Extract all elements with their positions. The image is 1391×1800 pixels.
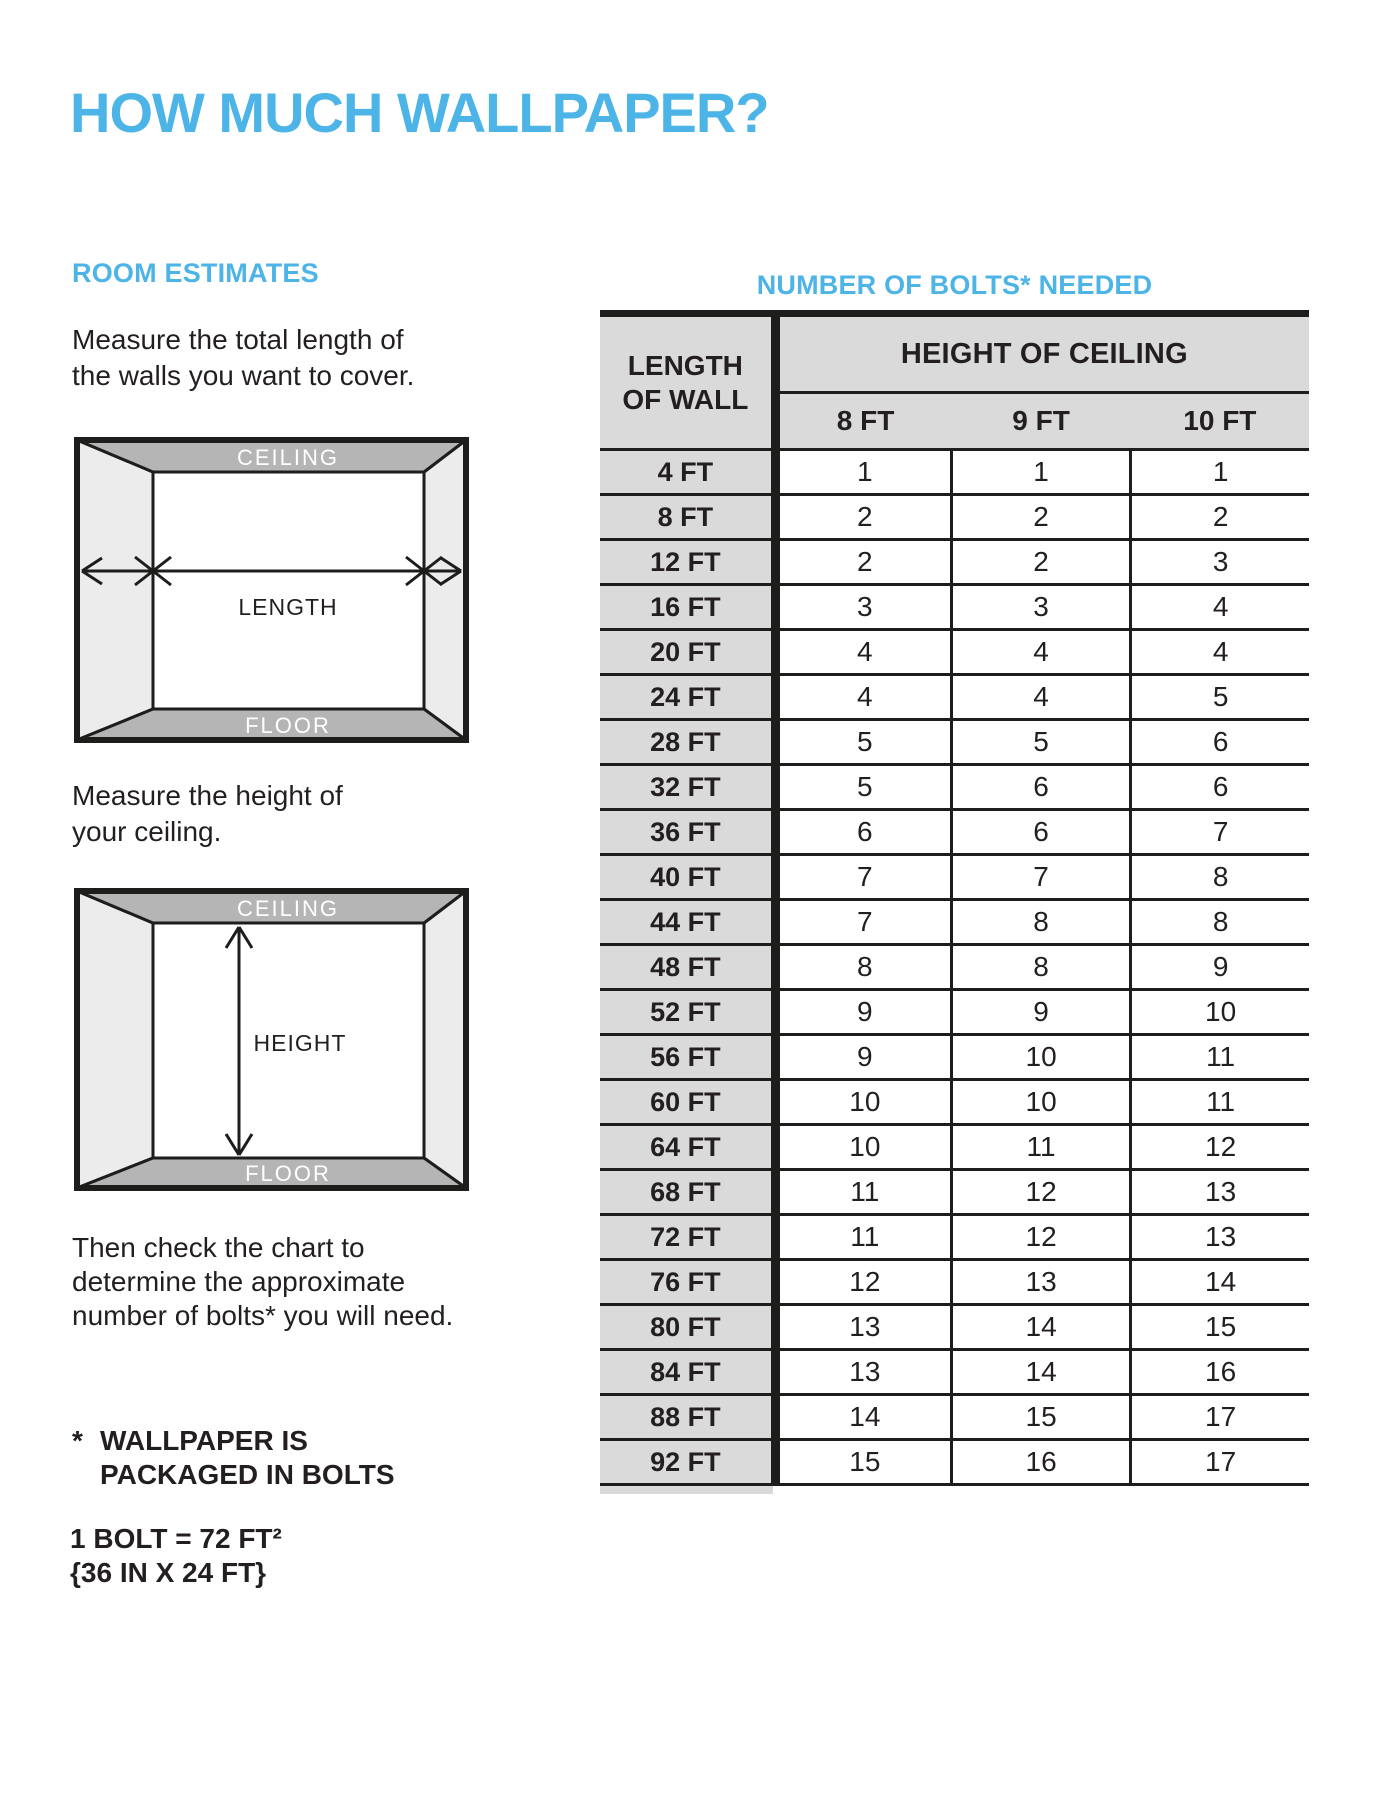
bolt-count-cell: 10 — [775, 1125, 951, 1170]
wall-length-label: 56 FT — [600, 1035, 775, 1080]
table-row — [600, 675, 1309, 720]
header-line: OF WALL — [622, 383, 749, 415]
instruction-line: Measure the height of — [72, 780, 343, 811]
bolt-count-cell: 12 — [775, 1260, 951, 1305]
bolt-count-cell: 9 — [951, 990, 1130, 1035]
table-row — [600, 945, 1309, 990]
bolt-count-cell: 12 — [951, 1170, 1130, 1215]
ceiling-label: CEILING — [236, 445, 340, 470]
bolt-count-cell: 4 — [1131, 585, 1309, 630]
bolt-count-cell: 2 — [775, 540, 951, 585]
bolt-count-cell: 11 — [951, 1125, 1130, 1170]
bolt-count-cell: 5 — [951, 720, 1130, 765]
table-row — [600, 1035, 1309, 1080]
bolt-count-cell: 5 — [775, 765, 951, 810]
table-row — [600, 990, 1309, 1035]
bolt-count-cell: 8 — [775, 945, 951, 990]
bolt-count-cell: 6 — [1131, 720, 1309, 765]
table-row — [600, 1350, 1309, 1395]
bolt-count-cell: 7 — [775, 855, 951, 900]
wall-length-label: 44 FT — [600, 900, 775, 945]
table-row — [600, 1170, 1309, 1215]
wall-length-label: 20 FT — [600, 630, 775, 675]
bolt-count-cell: 14 — [951, 1305, 1130, 1350]
instruction-line: the walls you want to cover. — [72, 360, 415, 391]
bolt-count-cell: 10 — [951, 1035, 1130, 1080]
footnote-line: PACKAGED IN BOLTS — [100, 1459, 395, 1490]
bolt-count-cell: 15 — [951, 1395, 1130, 1440]
bolt-count-cell: 14 — [1131, 1260, 1309, 1305]
table-row — [600, 765, 1309, 810]
bolt-count-cell: 17 — [1131, 1395, 1309, 1440]
table-row — [600, 1125, 1309, 1170]
table-row — [600, 1080, 1309, 1125]
table-row — [600, 585, 1309, 630]
wall-length-label: 68 FT — [600, 1170, 775, 1215]
back-wall-face — [153, 472, 424, 709]
wall-length-label: 84 FT — [600, 1350, 775, 1395]
ceiling-label: CEILING — [236, 896, 340, 921]
bolt-count-cell: 13 — [1131, 1170, 1309, 1215]
bolt-count-cell: 4 — [1131, 630, 1309, 675]
table-row — [600, 855, 1309, 900]
wall-length-label: 40 FT — [600, 855, 775, 900]
bolt-count-cell: 5 — [775, 720, 951, 765]
bolt-count-cell: 5 — [1131, 675, 1309, 720]
wallpaper-bolts-footnote — [72, 1424, 395, 1492]
table-header — [600, 314, 1309, 450]
bolt-count-cell: 3 — [775, 585, 951, 630]
bolt-count-cell: 3 — [951, 585, 1130, 630]
instruction-line: Measure the total length of — [72, 324, 404, 355]
instruction-measure-length — [72, 322, 414, 394]
room-length-diagram — [74, 437, 469, 743]
footnote-line: WALLPAPER IS — [100, 1425, 308, 1456]
height-of-ceiling-header: HEIGHT OF CEILING — [775, 314, 1309, 393]
instruction-check-chart — [72, 1231, 453, 1333]
table-row — [600, 1215, 1309, 1260]
wall-length-label: 8 FT — [600, 495, 775, 540]
bolt-count-cell: 2 — [951, 540, 1130, 585]
table-row — [600, 900, 1309, 945]
bolt-count-cell: 2 — [775, 495, 951, 540]
bolt-count-cell: 16 — [1131, 1350, 1309, 1395]
wall-length-label: 28 FT — [600, 720, 775, 765]
wall-length-label: 36 FT — [600, 810, 775, 855]
bolt-count-cell: 17 — [1131, 1440, 1309, 1485]
bolt-count-cell: 13 — [1131, 1215, 1309, 1260]
bolt-count-cell: 6 — [951, 810, 1130, 855]
wall-length-label: 12 FT — [600, 540, 775, 585]
bolt-count-cell: 15 — [775, 1440, 951, 1485]
header-line: LENGTH — [627, 349, 743, 381]
bolt-count-cell: 16 — [951, 1440, 1130, 1485]
table-row — [600, 450, 1309, 495]
instruction-measure-height — [72, 778, 343, 850]
table-row — [600, 540, 1309, 585]
table-row — [600, 1395, 1309, 1440]
column-header-10ft: 10 FT — [1131, 393, 1309, 450]
wall-length-label: 16 FT — [600, 585, 775, 630]
bolt-count-cell: 8 — [1131, 900, 1309, 945]
bolt-count-cell: 7 — [1131, 810, 1309, 855]
left-wall-face — [77, 891, 153, 1188]
table-row — [600, 1305, 1309, 1350]
table-row — [600, 720, 1309, 765]
bolt-count-cell: 4 — [775, 630, 951, 675]
bolt-count-cell: 6 — [775, 810, 951, 855]
bolt-count-cell: 8 — [951, 900, 1130, 945]
wall-length-label: 76 FT — [600, 1260, 775, 1305]
bolt-count-cell: 11 — [775, 1215, 951, 1260]
bolt-count-cell: 11 — [1131, 1080, 1309, 1125]
instruction-line: your ceiling. — [72, 816, 222, 847]
bolts-needed-heading: NUMBER OF BOLTS* NEEDED — [756, 270, 1153, 300]
wall-length-label: 32 FT — [600, 765, 775, 810]
wall-length-label: 88 FT — [600, 1395, 775, 1440]
bolt-count-cell: 4 — [951, 630, 1130, 675]
table-row — [600, 630, 1309, 675]
bolt-count-cell: 10 — [951, 1080, 1130, 1125]
column-header-8ft: 8 FT — [775, 393, 951, 450]
bolt-count-cell: 8 — [1131, 855, 1309, 900]
bolt-count-cell: 8 — [951, 945, 1130, 990]
bolt-count-cell: 12 — [951, 1215, 1130, 1260]
left-wall-face — [77, 440, 153, 740]
bolt-count-cell: 1 — [1131, 450, 1309, 495]
table-row — [600, 1260, 1309, 1305]
bolt-count-cell: 14 — [775, 1395, 951, 1440]
bolt-count-cell: 11 — [1131, 1035, 1309, 1080]
bolt-count-cell: 9 — [775, 1035, 951, 1080]
bolt-count-cell: 2 — [1131, 495, 1309, 540]
asterisk: * — [72, 1425, 83, 1456]
right-wall-face — [424, 440, 466, 740]
height-label: HEIGHT — [253, 1030, 347, 1056]
bolt-count-cell: 12 — [1131, 1125, 1309, 1170]
table-body — [600, 450, 1309, 1485]
bolt-size-info — [70, 1522, 282, 1590]
room-height-diagram — [74, 888, 469, 1191]
bolt-count-cell: 3 — [1131, 540, 1309, 585]
wall-length-label: 4 FT — [600, 450, 775, 495]
bolts-needed-table — [600, 310, 1309, 1486]
bolt-count-cell: 2 — [951, 495, 1130, 540]
bolt-count-cell: 6 — [951, 765, 1130, 810]
length-of-wall-header — [600, 314, 775, 450]
wall-length-label: 92 FT — [600, 1440, 775, 1485]
bolt-count-cell: 11 — [775, 1170, 951, 1215]
bolt-count-cell: 13 — [775, 1350, 951, 1395]
wall-length-label: 64 FT — [600, 1125, 775, 1170]
bolt-count-cell: 4 — [775, 675, 951, 720]
page-title: HOW MUCH WALLPAPER? — [70, 81, 769, 144]
bolt-dimensions: {36 IN X 24 FT} — [70, 1557, 267, 1588]
bolt-count-cell: 7 — [775, 900, 951, 945]
instruction-line: number of bolts* you will need. — [72, 1300, 454, 1331]
bolt-count-cell: 1 — [775, 450, 951, 495]
bolt-count-cell: 13 — [775, 1305, 951, 1350]
bolt-count-cell: 13 — [951, 1260, 1130, 1305]
instruction-line: Then check the chart to — [72, 1232, 365, 1263]
floor-label: FLOOR — [245, 713, 331, 738]
table-row — [600, 1440, 1309, 1485]
bolt-count-cell: 9 — [775, 990, 951, 1035]
bolt-count-cell: 15 — [1131, 1305, 1309, 1350]
bolt-count-cell: 10 — [1131, 990, 1309, 1035]
column-header-9ft: 9 FT — [951, 393, 1130, 450]
wall-length-label: 52 FT — [600, 990, 775, 1035]
length-label: LENGTH — [238, 594, 338, 620]
room-estimates-heading: ROOM ESTIMATES — [72, 258, 319, 288]
floor-label: FLOOR — [245, 1161, 331, 1186]
wall-length-label: 60 FT — [600, 1080, 775, 1125]
bolt-count-cell: 1 — [951, 450, 1130, 495]
right-wall-face — [424, 891, 466, 1188]
table-row — [600, 495, 1309, 540]
bolt-count-cell: 4 — [951, 675, 1130, 720]
bolt-count-cell: 14 — [951, 1350, 1130, 1395]
wall-length-label: 48 FT — [600, 945, 775, 990]
bolt-count-cell: 6 — [1131, 765, 1309, 810]
instruction-line: determine the approximate — [72, 1266, 406, 1297]
wall-length-label: 80 FT — [600, 1305, 775, 1350]
wall-length-label: 24 FT — [600, 675, 775, 720]
bolt-count-cell: 7 — [951, 855, 1130, 900]
bolt-count-cell: 9 — [1131, 945, 1309, 990]
bolt-equation: 1 BOLT = 72 FT² — [70, 1523, 282, 1554]
bolt-count-cell: 10 — [775, 1080, 951, 1125]
wall-length-label: 72 FT — [600, 1215, 775, 1260]
table-row — [600, 810, 1309, 855]
